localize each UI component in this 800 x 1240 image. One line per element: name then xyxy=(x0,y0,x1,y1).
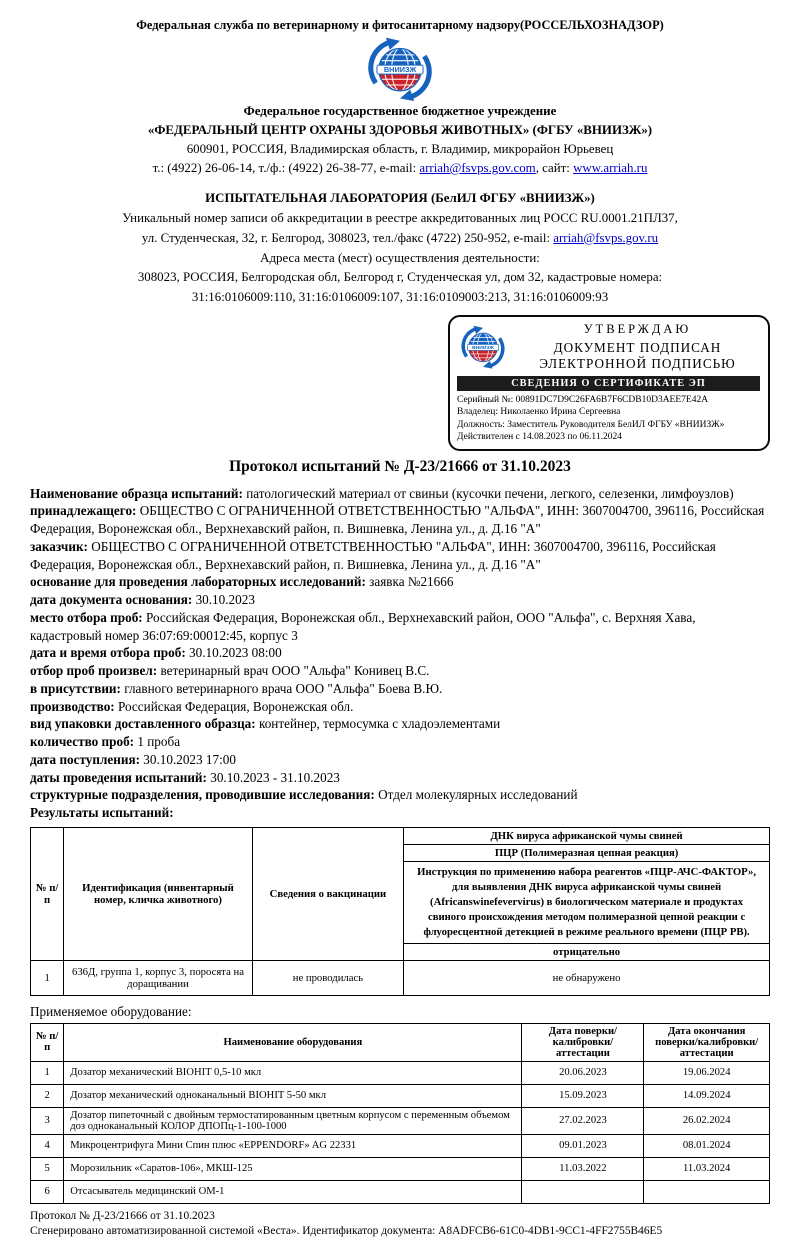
org-name: «ФЕДЕРАЛЬНЫЙ ЦЕНТР ОХРАНЫ ЗДОРОВЬЯ ЖИВОТНЫХ» (ФГБУ «ВНИИЗЖ») xyxy=(147,123,653,138)
email-link-main[interactable]: arriah@fsvps.gov.com xyxy=(419,161,536,176)
field-production: производство: Российская Федерация, Воронежская обл. xyxy=(30,698,354,714)
field-sample-count: количество проб: 1 проба xyxy=(30,734,181,750)
results-col-vaccination: Сведения о вакцинации xyxy=(252,827,403,960)
field-owner: принадлежащего: ОБЩЕСТВО С ОГРАНИЧЕННОЙ ОТВЕТСТВЕННОСТЬЮ "АЛЬФА", ИНН: 3607004700, 396116, Российская Федерация, Воронежская обл., Верхнехавский район, п. Вишневка, Ленина ул., д. Д.16 "А" xyxy=(30,503,765,537)
website-link[interactable]: www.arriah.ru xyxy=(573,161,648,176)
equipment-row: 5 Морозильник «Саратов-106», МКШ-125 11.03.2022 11.03.2024 xyxy=(31,1157,770,1180)
field-basis: основание для проведения лабораторных исследований: заявка №21666 xyxy=(30,574,454,590)
field-sampling-datetime: дата и время отбора проб: 30.10.2023 08:00 xyxy=(30,645,282,661)
stamp-vniizh-logo-icon xyxy=(457,324,509,370)
stamp-approve-label: УТВЕРЖДАЮ xyxy=(583,321,692,336)
result-row-vaccination: не проводилась xyxy=(252,960,403,995)
field-basis-date: дата документа основания: 30.10.2023 xyxy=(30,592,255,608)
footer-protocol-number: Протокол № Д-23/21666 от 31.10.2023 xyxy=(30,1209,215,1222)
lab-activity-title: Адреса места (мест) осуществления деятельности: xyxy=(260,250,540,265)
results-col-identification: Идентификация (инвентарный номер, кличка животного) xyxy=(64,827,252,960)
document-footer xyxy=(30,1209,770,1240)
lab-address-prefix: ул. Студенческая, 32, г. Белгород, 308023, тел./факс (4722) 250-952, e-mail: xyxy=(141,230,554,245)
field-departments: структурные подразделения, проводившие исследования: Отдел молекулярных исследований xyxy=(30,787,578,803)
lab-title: ИСПЫТАТЕЛЬНАЯ ЛАБОРАТОРИЯ (БелИЛ ФГБУ «ВНИИЗЖ») xyxy=(205,191,595,206)
field-sampler: отбор проб произвел: ветеринарный врач ООО "Альфа" Конивец В.С. xyxy=(30,663,430,679)
equipment-col-num: № п/п xyxy=(31,1023,64,1061)
field-sampling-place: место отбора проб: Российская Федерация, Воронежская обл., Верхнехавский район, ООО "Альфа", с. Верхняя Хава, кадастровый номер 36:07:69:00012:45, корпус 3 xyxy=(30,609,696,643)
results-norm: отрицательно xyxy=(404,943,770,960)
equipment-col-date-end: Дата окончания поверки/калибровки/аттестации xyxy=(644,1023,770,1061)
signature-stamp xyxy=(448,315,770,451)
agency-header: Федеральная служба по ветеринарному и фитосанитарному надзору(РОССЕЛЬХОЗНАДЗОР) xyxy=(136,18,664,32)
results-test-method: ПЦР (Полимеразная цепная реакция) xyxy=(404,844,770,861)
footer-generated-info: Сгенерировано автоматизированной системой «Веста». Идентификатор документа: A8ADFCB6-61C0-4DB1-9CC1-4FF2755B46E5 xyxy=(30,1225,663,1238)
equipment-col-date-start: Дата поверки/калибровки/аттестации xyxy=(522,1023,644,1061)
stamp-header-text xyxy=(515,322,760,372)
field-packaging: вид упаковки доставленного образца: контейнер, термосумка с хладоэлементами xyxy=(30,716,501,732)
stamp-signed-line1: ДОКУМЕНТ ПОДПИСАН xyxy=(553,339,722,355)
protocol-fields xyxy=(30,485,770,822)
contacts-mid: , сайт: xyxy=(535,161,574,176)
stamp-position: Должность: Заместитель Руководителя БелИЛ ФГБУ «ВНИИЗЖ» xyxy=(457,419,725,430)
vniizh-globe-logo-icon xyxy=(361,37,439,101)
results-method-description: Инструкция по применению набора реагентов «ПЦР-АЧС-ФАКТОР», для выявления ДНК вируса африканской чумы свиней (Africanswinefevervirus) в биологическом материале и продуктах свиного происхождения методом полимеразной цепной реакции с флуоресцентной детекцией в режиме реального времени (ПЦР РВ). xyxy=(404,861,770,943)
field-customer: заказчик: ОБЩЕСТВО С ОГРАНИЧЕННОЙ ОТВЕТСТВЕННОСТЬЮ "АЛЬФА", ИНН: 3607004700, 396116, Российская Федерация, Воронежская обл., Верхнехавский район, п. Вишневка, Ленина ул., д. Д.16 "А" xyxy=(30,538,716,572)
equipment-row: 6 Отсасыватель медицинский ОМ-1 xyxy=(31,1180,770,1203)
results-col-num: № п/п xyxy=(31,827,64,960)
stamp-cert-bar: СВЕДЕНИЯ О СЕРТИФИКАТЕ ЭП xyxy=(457,376,760,391)
stamp-validity: Действителен с 14.08.2023 по 06.11.2024 xyxy=(457,432,622,443)
lab-address xyxy=(30,230,770,248)
result-row-result: не обнаружено xyxy=(404,960,770,995)
results-heading: Результаты испытаний: xyxy=(30,805,174,821)
contacts-prefix: т.: (4922) 26-06-14, т./ф.: (4922) 26-38-77, e-mail: xyxy=(152,161,420,176)
org-type: Федеральное государственное бюджетное учреждение xyxy=(243,104,557,118)
result-row-identification: 636Д, группа 1, корпус 3, поросята на доращивании xyxy=(64,960,252,995)
org-contacts xyxy=(30,160,770,177)
field-receipt-date: дата поступления: 30.10.2023 17:00 xyxy=(30,751,236,767)
results-table xyxy=(30,827,770,996)
equipment-table xyxy=(30,1023,770,1204)
result-row-num: 1 xyxy=(31,960,64,995)
equipment-col-name: Наименование оборудования xyxy=(64,1023,522,1061)
field-sample-name: Наименование образца испытаний: патологический материал от свиньи (кусочки печени, легкого, селезенки, лимфоузлов) xyxy=(30,485,734,501)
email-link-lab[interactable]: arriah@fsvps.gov.ru xyxy=(553,230,659,245)
results-test-name: ДНК вируса африканской чумы свиней xyxy=(404,827,770,844)
lab-accreditation: Уникальный номер записи об аккредитации в реестре аккредитованных лиц РОСС RU.0001.21ПЛ37, xyxy=(122,210,678,225)
protocol-title: Протокол испытаний № Д-23/21666 от 31.10.2023 xyxy=(229,457,571,475)
stamp-serial: Серийный №: 00891DC7D9C26FA6B7F6CDB10D3AEE7E42A xyxy=(457,394,709,405)
field-witness: в присутствии: главного ветеринарного врача ООО "Альфа" Боева В.Ю. xyxy=(30,680,443,696)
equipment-row: 4 Микроцентрифуга Мини Спин плюс «EPPENDORF» AG 22331 09.01.2023 08.01.2024 xyxy=(31,1134,770,1157)
stamp-signed-line2: ЭЛЕКТРОННОЙ ПОДПИСЬЮ xyxy=(539,355,736,371)
stamp-owner: Владелец: Николаенко Ирина Сергеевна xyxy=(457,407,621,418)
logo-label: ВНИИЗЖ xyxy=(383,65,417,75)
equipment-row: 1 Дозатор механический BIOHIT 0,5-10 мкл 20.06.2023 19.06.2024 xyxy=(31,1061,770,1084)
org-address: 600901, РОССИЯ, Владимирская область, г. Владимир, микрорайон Юрьевец xyxy=(186,142,614,157)
field-test-dates: даты проведения испытаний: 30.10.2023 - 31.10.2023 xyxy=(30,769,340,785)
equipment-heading: Применяемое оборудование: xyxy=(30,1003,192,1019)
stamp-logo-label: ВНИИЗЖ xyxy=(472,344,494,351)
lab-cadastral-numbers: 31:16:0106009:110, 31:16:0106009:107, 31:16:0109003:213, 31:16:0106009:93 xyxy=(191,290,609,305)
stamp-signed-label xyxy=(515,340,760,372)
lab-activity-address: 308023, РОССИЯ, Белгородская обл, Белгород г, Студенческая ул, дом 32, кадастровые номера: xyxy=(137,270,663,285)
lab-block xyxy=(30,190,770,307)
equipment-row: 2 Дозатор механический одноканальный BIOHIT 5-50 мкл 15.09.2023 14.09.2024 xyxy=(31,1084,770,1107)
results-row xyxy=(31,960,770,995)
stamp-top xyxy=(457,322,760,372)
equipment-row: 3 Дозатор пипеточный с двойным термостатированным цветным корпусом с переменным объемом доз одноканальный КОЛОР ДПОПц-1-100-1000 27.02.2023 26.02.2024 xyxy=(31,1107,770,1134)
equipment-header-row xyxy=(31,1023,770,1061)
